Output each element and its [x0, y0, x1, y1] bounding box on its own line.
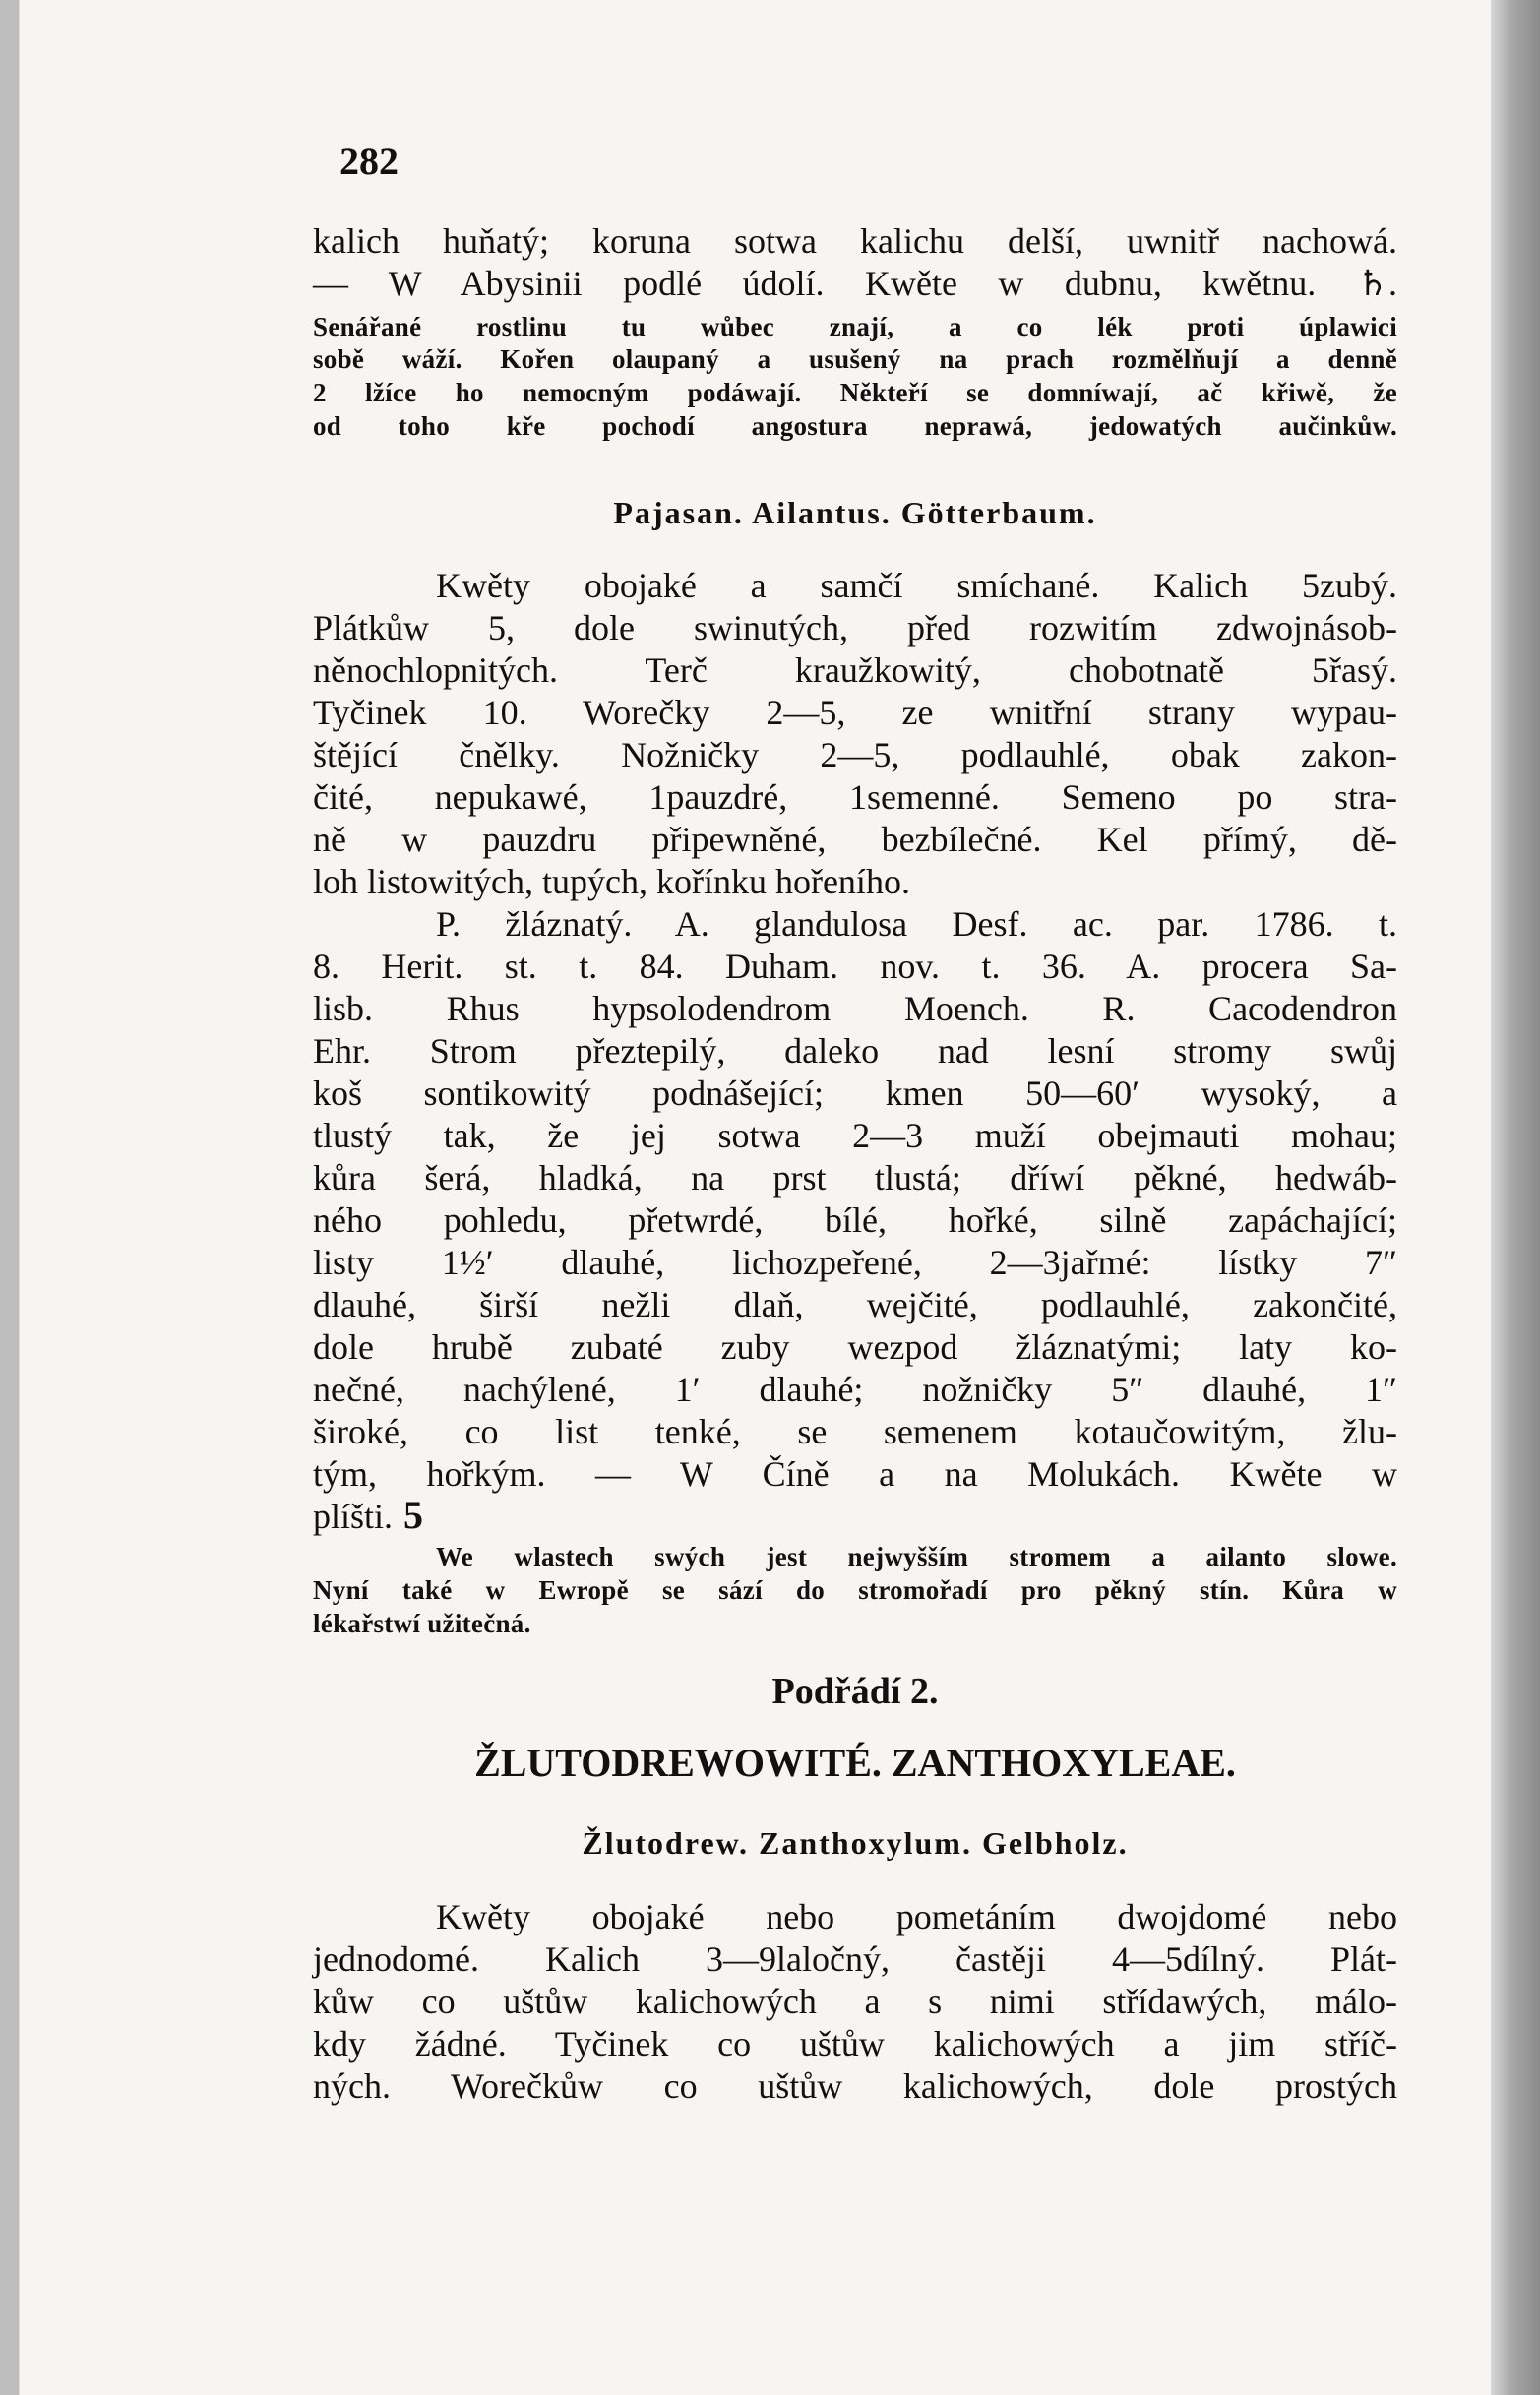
- genus-heading: Žlutodrew. Zanthoxylum. Gelbholz.: [582, 1825, 1129, 1861]
- small-text-line: 2 lžíce ho nemocným podáwají. Někteří se domníwají, ač křiwě, že: [313, 378, 1397, 407]
- small-text-line: We wlastech swých jest nejwyšším stromem a ailanto slowe.: [436, 1542, 1397, 1571]
- text-line: Kwěty obojaké a samčí smíchané. Kalich 5zubý.: [436, 566, 1397, 605]
- text-line: Tyčinek 10. Worečky 2—5, ze wnitřní strany wypau-: [313, 693, 1397, 732]
- text-line: štějící čnělky. Nožničky 2—5, podlauhlé, obak zakon-: [313, 735, 1397, 774]
- text-line: čité, nepukawé, 1pauzdré, 1semenné. Semeno po stra-: [313, 777, 1397, 817]
- text-line: kůra šerá, hladká, na prst tlustá; dříwí pěkné, hedwáb-: [313, 1158, 1397, 1198]
- text-line: kůw co uštůw kalichowých a s nimi střídawých, málo-: [313, 1982, 1397, 2021]
- text-line: loh listowitých, tupých, kořínku hořeního.: [313, 862, 910, 901]
- text-line: P. žláznatý. A. glandulosa Desf. ac. par. 1786. t.: [436, 904, 1397, 944]
- genus-heading: Pajasan. Ailantus. Götterbaum.: [613, 495, 1097, 530]
- text-line: kalich huňatý; koruna sotwa kalichu delší, uwnitř nachowá.: [313, 221, 1397, 261]
- text-line: nečné, nachýlené, 1′ dlauhé; nožničky 5″ dlauhé, 1″: [313, 1370, 1397, 1409]
- lifespan-symbol: 5: [403, 1493, 423, 1537]
- text-line: Ehr. Strom přeztepilý, daleko nad lesní stromy swůj: [313, 1031, 1397, 1071]
- suborder-label: Podřádí 2.: [771, 1671, 939, 1712]
- text-line: Kwěty obojaké nebo pometáním dwojdomé nebo: [436, 1897, 1397, 1936]
- text-line: tým, hořkým. — W Číně a na Molukách. Kwěte w: [313, 1454, 1397, 1494]
- text-line: něnochlopnitých. Terč kraužkowitý, chobotnatě 5řasý.: [313, 650, 1397, 690]
- text-line: ného pohledu, přetwrdé, bílé, hořké, silně zapáchající;: [313, 1200, 1397, 1240]
- text-line: jednodomé. Kalich 3—9laločný, častěji 4—5dílný. Plát-: [313, 1939, 1397, 1979]
- text-line: plíšti.: [313, 1497, 394, 1536]
- text-line: Plátkůw 5, dole swinutých, před rozwitím zdwojnásob-: [313, 608, 1397, 647]
- page-number: 282: [339, 139, 399, 183]
- text-line: listy 1½′ dlauhé, lichozpeřené, 2—3jařmé: lístky 7″: [313, 1243, 1397, 1282]
- page-edge: [1491, 0, 1540, 2395]
- text-line: ných. Worečkůw co uštůw kalichowých, dole prostých: [313, 2066, 1397, 2106]
- text-line: 8. Herit. st. t. 84. Duham. nov. t. 36. A. procera Sa-: [313, 947, 1397, 986]
- text-line: lisb. Rhus hypsolodendrom Moench. R. Cacodendron: [313, 989, 1397, 1028]
- text-line: kdy žádné. Tyčinek co uštůw kalichowých a jim stříč-: [313, 2024, 1397, 2063]
- text-line: ně w pauzdru připewněné, bezbílečné. Kel přímý, dě-: [313, 820, 1397, 859]
- small-text-line: Nyní také w Ewropě se sází do stromořadí pro pěkný stín. Kůra w: [313, 1575, 1397, 1605]
- small-text-line: od toho kře pochodí angostura neprawá, jedowatých aučinkůw.: [313, 411, 1397, 441]
- text-line: tlustý tak, že jej sotwa 2—3 muží obejmauti mohau;: [313, 1116, 1397, 1155]
- text-line: široké, co list tenké, se semenem kotaučowitým, žlu-: [313, 1412, 1397, 1451]
- small-text-line: lékařstwí užitečná.: [313, 1609, 531, 1638]
- text-line: — W Abysinii podlé údolí. Kwěte w dubnu, kwětnu. ♄.: [313, 264, 1397, 303]
- text-line: dlauhé, širší nežli dlaň, wejčité, podlauhlé, zakončité,: [313, 1285, 1397, 1324]
- small-text-line: sobě wáží. Kořen olaupaný a usušený na prach rozmělňují a denně: [313, 344, 1397, 374]
- text-line: dole hrubě zubaté zuby wezpod žláznatými; laty ko-: [313, 1327, 1397, 1367]
- text-line: koš sontikowitý podnášející; kmen 50—60′ wysoký, a: [313, 1074, 1397, 1113]
- small-text-line: Senářané rostlinu tu wůbec znají, a co lék proti úplawici: [313, 312, 1397, 341]
- family-title: ŽLUTODREWOWITÉ. ZANTHOXYLEAE.: [474, 1741, 1236, 1785]
